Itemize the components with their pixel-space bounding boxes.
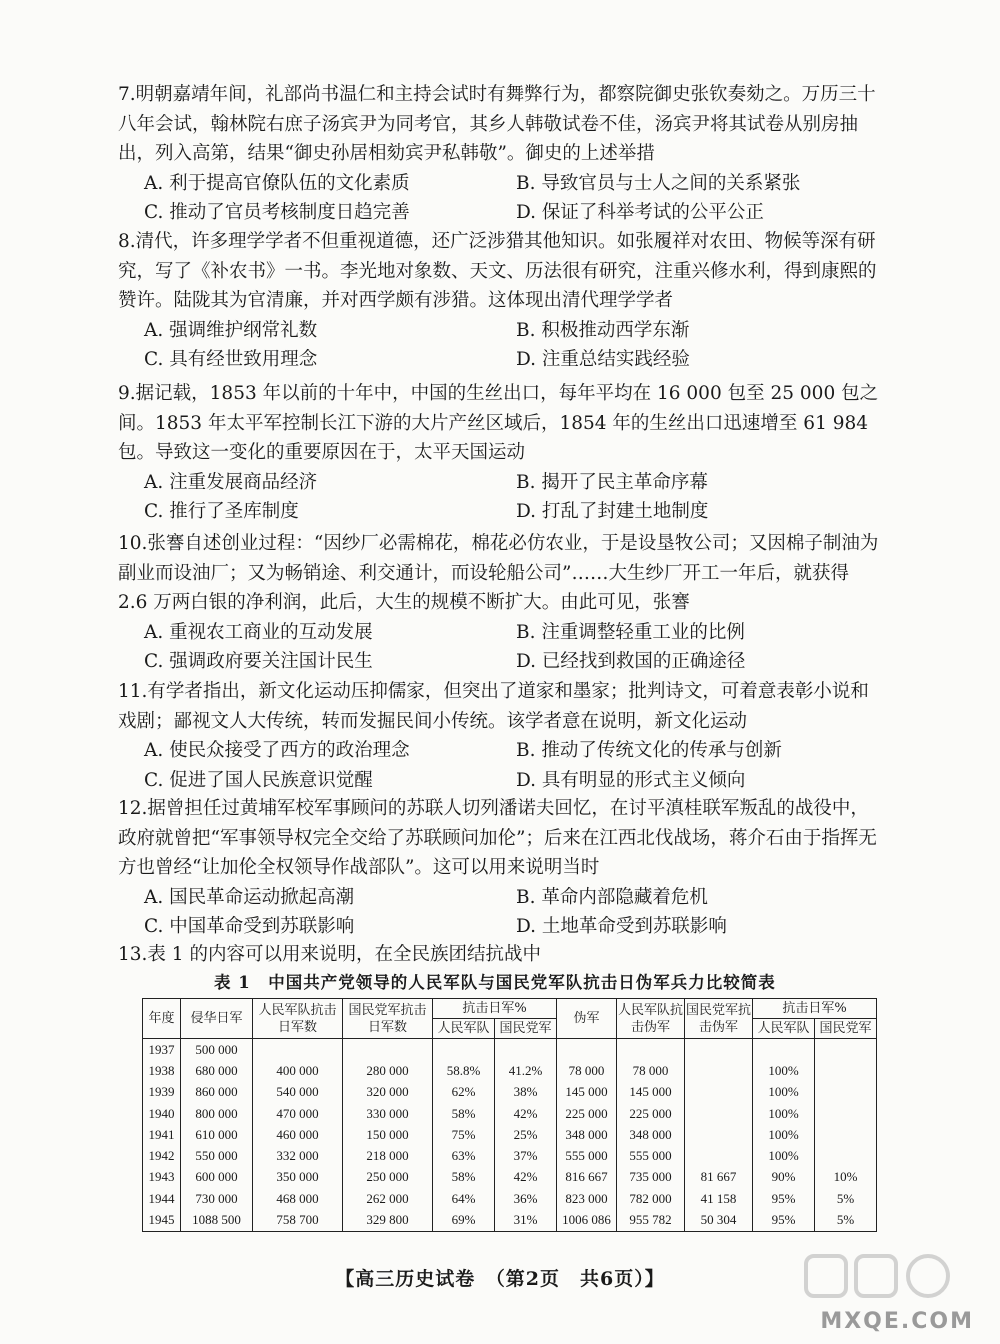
cell-puppet: 145 000 <box>557 1082 617 1103</box>
cell-pct-puppet-kmt <box>815 1060 877 1081</box>
table-caption: 表 1 中国共产党领导的人民军队与国民党军队抗击日伪军兵力比较简表 <box>214 973 776 992</box>
option-b: B. 推动了传统文化的传承与创新 <box>516 740 782 761</box>
question-9 <box>118 379 884 527</box>
cell-pct-kmt: 42% <box>495 1167 557 1188</box>
cell-kmt-vs-japan: 262 000 <box>343 1188 433 1209</box>
cell-people-vs-puppet: 782 000 <box>617 1188 685 1209</box>
cell-japan: 730 000 <box>181 1188 253 1209</box>
options <box>118 736 884 795</box>
cell-pct-puppet-kmt <box>815 1082 877 1103</box>
cell-pct-puppet-kmt <box>815 1039 877 1061</box>
cell-japan: 550 000 <box>181 1145 253 1166</box>
option-d: D. 具有明显的形式主义倾向 <box>516 769 746 791</box>
cell-people-vs-puppet: 225 000 <box>617 1103 685 1124</box>
cell-pct-puppet-kmt: 10% <box>815 1167 877 1188</box>
cell-kmt-vs-puppet <box>685 1039 753 1061</box>
option-a: A. 注重发展商品经济 <box>144 471 318 493</box>
question-11 <box>118 677 884 795</box>
cell-pct-puppet-kmt: 5% <box>815 1188 877 1209</box>
cell-people-vs-puppet: 735 000 <box>617 1167 685 1188</box>
question-7 <box>118 80 884 228</box>
cell-pct-people: 58% <box>433 1103 495 1124</box>
cell-kmt-vs-puppet <box>685 1082 753 1103</box>
cell-kmt-vs-puppet <box>685 1145 753 1166</box>
cell-pct-puppet-people <box>753 1039 815 1061</box>
cell-year: 1937 <box>143 1039 181 1061</box>
cell-year: 1943 <box>143 1167 181 1188</box>
cell-pct-puppet-people: 95% <box>753 1209 815 1231</box>
option-c: C. 具有经世致用理念 <box>144 349 318 370</box>
option-b: B. 革命内部隐藏着危机 <box>516 886 708 908</box>
question-stem: 10.张謇自述创业过程：“因纱厂必需棉花，棉花必仿农业，于是设垦牧公司；又因棉子制油为副业而设油厂；又为畅销途、利交通计，而设轮船公司”……大生纱厂开工一年后，就获得 2.6 万两白银的净利润，此后，大生的规模不断扩大。由此可见，张謇 <box>118 533 879 613</box>
question-10 <box>118 529 884 677</box>
cell-puppet: 1006 086 <box>557 1209 617 1231</box>
cell-kmt-vs-japan: 280 000 <box>343 1060 433 1081</box>
cell-pct-people <box>433 1039 495 1061</box>
cell-japan: 860 000 <box>181 1082 253 1103</box>
cell-pct-puppet-kmt <box>815 1124 877 1145</box>
cell-pct-puppet-people: 100% <box>753 1082 815 1103</box>
cell-puppet: 225 000 <box>557 1103 617 1124</box>
option-d: D. 打乱了封建土地制度 <box>516 501 709 522</box>
cell-puppet <box>557 1039 617 1061</box>
cell-pct-kmt: 38% <box>495 1082 557 1103</box>
header-japan: 侵华日军 <box>181 999 253 1039</box>
cell-year: 1942 <box>143 1145 181 1166</box>
cell-people-vs-japan: 460 000 <box>253 1124 343 1145</box>
question-8 <box>118 227 884 375</box>
cell-pct-people: 62% <box>433 1082 495 1103</box>
options <box>118 883 884 942</box>
cell-people-vs-japan: 540 000 <box>253 1082 343 1103</box>
cell-japan: 610 000 <box>181 1124 253 1145</box>
table-row <box>143 1209 877 1231</box>
cell-people-vs-japan: 468 000 <box>253 1188 343 1209</box>
cell-year: 1939 <box>143 1082 181 1103</box>
cell-puppet: 823 000 <box>557 1188 617 1209</box>
cell-people-vs-japan: 350 000 <box>253 1167 343 1188</box>
options <box>118 316 884 375</box>
subheader-kmt: 国民党军 <box>495 1019 557 1039</box>
cell-people-vs-puppet: 348 000 <box>617 1124 685 1145</box>
option-d: D. 注重总结实践经验 <box>516 349 690 370</box>
cell-pct-people: 69% <box>433 1209 495 1231</box>
question-stem: 13.表 1 的内容可以用来说明，在全民族团结抗战中 <box>118 944 541 965</box>
cell-pct-puppet-people: 100% <box>753 1103 815 1124</box>
subheader-people-2: 人民军队 <box>753 1019 815 1039</box>
cell-pct-kmt: 42% <box>495 1103 557 1124</box>
cell-pct-kmt: 25% <box>495 1124 557 1145</box>
cell-people-vs-puppet: 78 000 <box>617 1060 685 1081</box>
cell-people-vs-japan: 758 700 <box>253 1209 343 1231</box>
question-12 <box>118 794 884 942</box>
table-body <box>143 1039 877 1232</box>
table-row <box>143 1124 877 1145</box>
cell-japan: 500 000 <box>181 1039 253 1061</box>
table-header-row <box>143 999 877 1019</box>
cell-year: 1945 <box>143 1209 181 1231</box>
cell-pct-people: 75% <box>433 1124 495 1145</box>
cell-people-vs-japan: 470 000 <box>253 1103 343 1124</box>
option-b: B. 导致官员与士人之间的关系紧张 <box>516 172 801 194</box>
cell-kmt-vs-japan <box>343 1039 433 1061</box>
table-row <box>143 1103 877 1124</box>
option-d: D. 已经找到救国的正确途径 <box>516 651 746 672</box>
cell-people-vs-japan: 400 000 <box>253 1060 343 1081</box>
option-b: B. 揭开了民主革命序幕 <box>516 471 708 493</box>
cell-pct-kmt: 31% <box>495 1209 557 1231</box>
subheader-kmt-2: 国民党军 <box>815 1019 877 1039</box>
cell-year: 1940 <box>143 1103 181 1124</box>
option-a: A. 使民众接受了西方的政治理念 <box>144 740 410 761</box>
table-row <box>143 1082 877 1103</box>
cell-pct-kmt: 41.2% <box>495 1060 557 1081</box>
cell-kmt-vs-puppet: 81 667 <box>685 1167 753 1188</box>
option-c: C. 推动了官员考核制度日趋完善 <box>144 202 410 223</box>
question-stem: 9.据记载，1853 年以前的十年中，中国的生丝出口，每年平均在 16 000 包至 25 000 包之间。1853 年太平军控制长江下游的大片产丝区域后，1854 年的生丝出口迅速增至 61 984 包。导致这一变化的重要原因在于，太平天国运动 <box>118 383 879 463</box>
header-kmt-vs-japan: 国民党军抗击日军数 <box>343 999 433 1039</box>
table-row <box>143 1039 877 1061</box>
option-c: C. 促进了国人民族意识觉醒 <box>144 769 373 791</box>
cell-pct-puppet-people: 90% <box>753 1167 815 1188</box>
cell-pct-people: 63% <box>433 1145 495 1166</box>
cell-people-vs-puppet: 955 782 <box>617 1209 685 1231</box>
cell-puppet: 78 000 <box>557 1060 617 1081</box>
cell-kmt-vs-japan: 218 000 <box>343 1145 433 1166</box>
cell-pct-puppet-people: 100% <box>753 1145 815 1166</box>
cell-pct-people: 58% <box>433 1167 495 1188</box>
cell-people-vs-puppet: 555 000 <box>617 1145 685 1166</box>
subheader-people: 人民军队 <box>433 1019 495 1039</box>
header-year: 年度 <box>143 999 181 1039</box>
cell-kmt-vs-puppet: 50 304 <box>685 1209 753 1231</box>
option-b: B. 注重调整轻重工业的比例 <box>516 621 745 643</box>
cell-people-vs-puppet <box>617 1039 685 1061</box>
option-a: A. 强调维护纲常礼数 <box>144 319 318 341</box>
cell-people-vs-japan: 332 000 <box>253 1145 343 1166</box>
watermark-text: MXQE.COM <box>820 1309 974 1334</box>
cell-pct-puppet-kmt: 5% <box>815 1209 877 1231</box>
header-pct-japan: 抗击日军% <box>433 999 557 1019</box>
cell-kmt-vs-puppet: 41 158 <box>685 1188 753 1209</box>
cell-kmt-vs-japan: 329 800 <box>343 1209 433 1231</box>
table-row <box>143 1167 877 1188</box>
options <box>118 618 884 677</box>
table-row <box>143 1145 877 1166</box>
table-row <box>143 1060 877 1081</box>
header-people-vs-japan: 人民军队抗击日军数 <box>253 999 343 1039</box>
cell-pct-kmt: 37% <box>495 1145 557 1166</box>
option-c: C. 强调政府要关注国计民生 <box>144 651 373 672</box>
options <box>118 468 884 527</box>
table-row <box>143 1188 877 1209</box>
cell-kmt-vs-puppet <box>685 1124 753 1145</box>
option-c: C. 推行了圣库制度 <box>144 501 299 522</box>
option-a: A. 国民革命运动掀起高潮 <box>144 886 355 908</box>
cell-pct-puppet-kmt <box>815 1103 877 1124</box>
cell-year: 1944 <box>143 1188 181 1209</box>
cell-pct-puppet-people: 100% <box>753 1060 815 1081</box>
cell-pct-people: 64% <box>433 1188 495 1209</box>
header-kmt-vs-puppet: 国民党军抗击伪军 <box>685 999 753 1039</box>
header-people-vs-puppet: 人民军队抗击伪军 <box>617 999 685 1039</box>
option-d: D. 保证了科举考试的公平公正 <box>516 202 764 223</box>
question-stem: 7.明朝嘉靖年间，礼部尚书温仁和主持会试时有舞弊行为，都察院御史张钦奏劾之。万历三十八年会试，翰林院右庶子汤宾尹为同考官，其乡人韩敬试卷不佳，汤宾尹将其试卷从别房抽出，列入高第，结果“御史孙居相劾宾尹私韩敬”。御史的上述举措 <box>118 84 876 164</box>
cell-people-vs-japan <box>253 1039 343 1061</box>
comparison-table <box>142 998 877 1232</box>
cell-pct-puppet-people: 95% <box>753 1188 815 1209</box>
cell-kmt-vs-puppet <box>685 1103 753 1124</box>
question-stem: 11.有学者指出，新文化运动压抑儒家，但突出了道家和墨家；批判诗文，可着意表彰小说和戏剧；鄙视文人大传统，转而发掘民间小传统。该学者意在说明，新文化运动 <box>118 681 869 732</box>
cell-puppet: 348 000 <box>557 1124 617 1145</box>
cell-pct-kmt: 36% <box>495 1188 557 1209</box>
option-a: A. 利于提高官僚队伍的文化素质 <box>144 172 410 194</box>
cell-japan: 600 000 <box>181 1167 253 1188</box>
cell-kmt-vs-puppet <box>685 1060 753 1081</box>
header-pct-puppet: 抗击日军% <box>753 999 877 1019</box>
question-13 <box>118 940 884 970</box>
cell-year: 1941 <box>143 1124 181 1145</box>
option-b: B. 积极推动西学东渐 <box>516 319 690 341</box>
cell-kmt-vs-japan: 250 000 <box>343 1167 433 1188</box>
option-d: D. 土地革命受到苏联影响 <box>516 916 727 937</box>
options <box>118 169 884 228</box>
cell-puppet: 555 000 <box>557 1145 617 1166</box>
cell-japan: 680 000 <box>181 1060 253 1081</box>
header-puppet: 伪军 <box>557 999 617 1039</box>
cell-puppet: 816 667 <box>557 1167 617 1188</box>
cell-kmt-vs-japan: 330 000 <box>343 1103 433 1124</box>
cell-pct-kmt <box>495 1039 557 1061</box>
cell-japan: 800 000 <box>181 1103 253 1124</box>
cell-pct-puppet-kmt <box>815 1145 877 1166</box>
cell-japan: 1088 500 <box>181 1209 253 1231</box>
cell-kmt-vs-japan: 320 000 <box>343 1082 433 1103</box>
cell-pct-puppet-people: 100% <box>753 1124 815 1145</box>
option-a: A. 重视农工商业的互动发展 <box>144 621 373 643</box>
cell-year: 1938 <box>143 1060 181 1081</box>
page-footer: 【高三历史试卷 （第2页 共6页）】 <box>335 1268 665 1290</box>
option-c: C. 中国革命受到苏联影响 <box>144 916 355 937</box>
question-stem: 12.据曾担任过黄埔军校军事顾问的苏联人切列潘诺夫回忆，在讨平滇桂联军叛乱的战役中，政府就曾把“军事领导权完全交给了苏联顾问加伦”；后来在江西北伐战场，蒋介石由于指挥无方也曾经“让加伦全权领导作战部队”。这可以用来说明当时 <box>118 798 877 878</box>
cell-pct-people: 58.8% <box>433 1060 495 1081</box>
cell-people-vs-puppet: 145 000 <box>617 1082 685 1103</box>
question-stem: 8.清代，许多理学学者不但重视道德，还广泛涉猎其他知识。如张履祥对农田、物候等深有研究，写了《补农书》一书。李光地对象数、天文、历法很有研究，注重兴修水利，得到康熙的赞许。陆陇其为官清廉，并对西学颇有涉猎。这体现出清代理学学者 <box>118 231 877 311</box>
cell-kmt-vs-japan: 150 000 <box>343 1124 433 1145</box>
